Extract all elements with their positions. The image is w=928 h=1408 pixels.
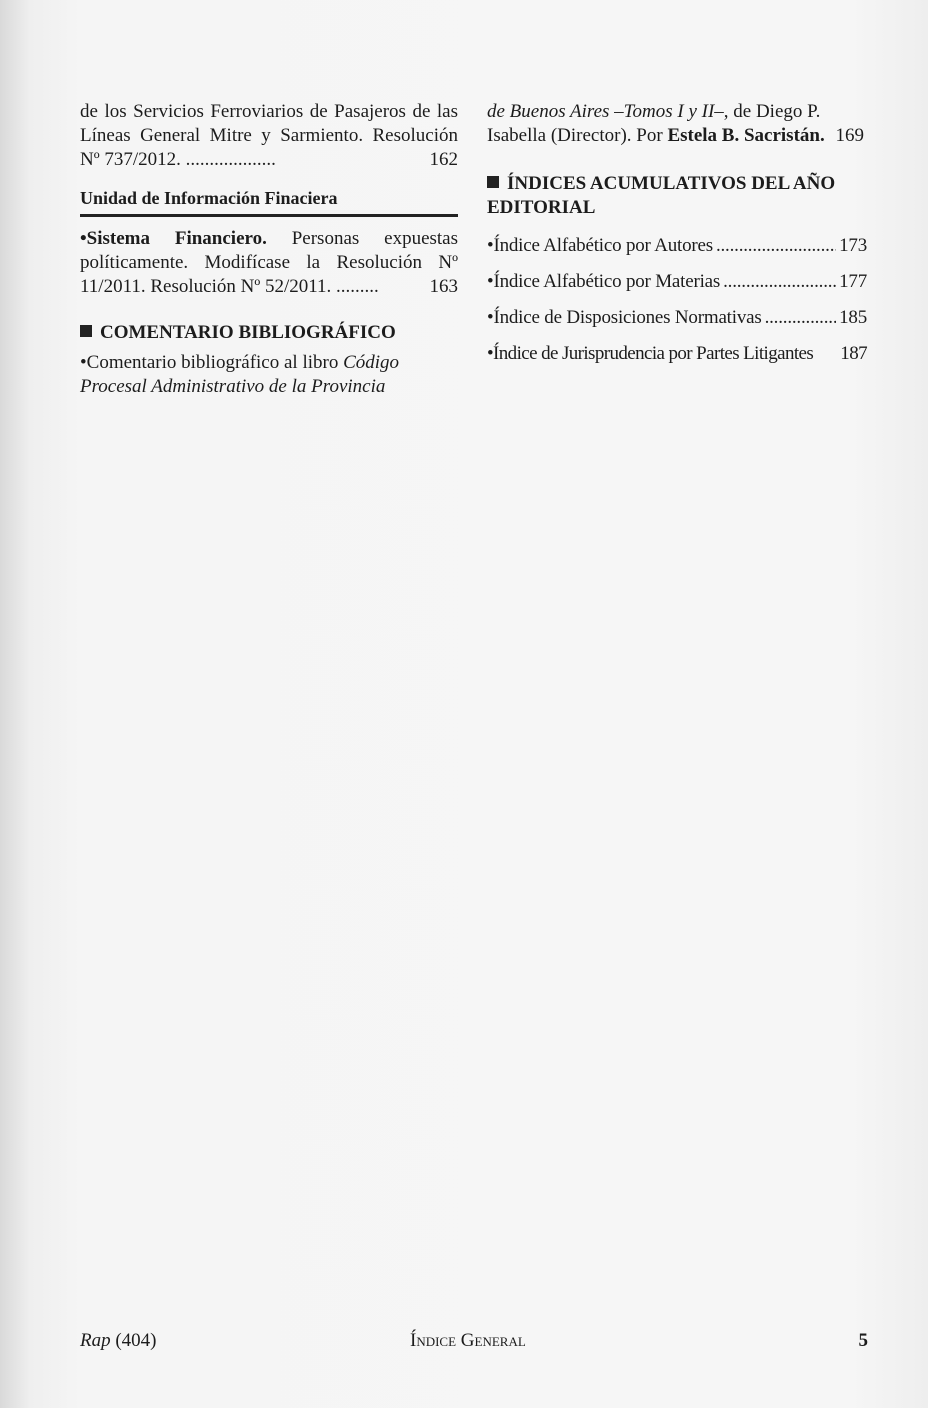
section-heading-text: COMENTARIO BIBLIOGRÁFICO <box>100 322 396 343</box>
square-bullet-icon <box>487 176 499 188</box>
page-footer <box>80 1330 868 1356</box>
toc-entry-text: de los Servicios Ferroviarios de Pasajeros de las Líneas General Mitre y Sarmiento. Resolución Nº 737/2012. <box>80 101 458 170</box>
index-page: 187 <box>840 343 867 364</box>
toc-entry-page: 162 <box>429 149 458 170</box>
toc-entry-sistema-financiero <box>80 227 458 299</box>
toc-entry-comentario <box>80 351 458 399</box>
toc-entry-bold: •Sistema Financiero. <box>80 228 267 249</box>
book-title-italic: de Buenos Aires –Tomos I y II– <box>487 101 724 122</box>
leader-dots <box>723 270 836 294</box>
section-heading-indices <box>487 172 867 220</box>
toc-entry-text: •Comentario bibliográfico al libro <box>80 352 339 373</box>
index-page: 177 <box>839 271 867 292</box>
section-heading-text: ÍNDICES ACUMULATIVOS DEL AÑO EDITORIAL <box>487 173 836 218</box>
journal-issue: (404) <box>115 1330 157 1351</box>
left-column <box>80 100 458 399</box>
section-heading-comentario <box>80 321 458 345</box>
leader-dots: ......... <box>336 276 379 297</box>
footer-section-title: Índice General <box>410 1330 526 1351</box>
leader-dots <box>716 234 836 258</box>
page-number: 5 <box>858 1330 868 1351</box>
index-label: •Índice Alfabético por Autores <box>487 235 713 256</box>
index-item <box>487 270 867 294</box>
subheading-uif: Unidad de Información Finaciera <box>80 186 458 217</box>
index-list <box>487 234 867 366</box>
author-name: Estela B. Sacristán. <box>667 125 825 146</box>
toc-entry-comentario-cont <box>487 100 867 148</box>
index-label: •Índice de Jurisprudencia por Partes Litigantes <box>487 343 814 364</box>
toc-entry-text: , de Diego P. Isabella (Director). Por <box>487 101 821 146</box>
toc-entry-ferroviarios <box>80 100 458 172</box>
toc-entry-text: Personas expuestas políticamente. Modifícase la Resolución Nº 11/2011. Resolución Nº 52/2011. <box>80 228 459 297</box>
index-page: 173 <box>839 235 867 256</box>
square-bullet-icon <box>80 325 92 337</box>
index-label: •Índice Alfabético por Materias <box>487 271 721 292</box>
right-column <box>487 100 867 366</box>
journal-name: Rap <box>80 1330 111 1351</box>
book-title-italic: Código Procesal Administrativo de la Provincia <box>80 352 400 397</box>
index-item <box>487 234 867 258</box>
index-item <box>487 342 867 366</box>
footer-journal <box>80 1330 157 1352</box>
index-page: 185 <box>839 307 867 328</box>
leader-dots: ................... <box>185 149 276 170</box>
index-label: •Índice de Disposiciones Normativas <box>487 307 762 328</box>
toc-entry-page: 163 <box>429 276 458 297</box>
toc-entry-page: 169 <box>835 125 864 146</box>
index-item <box>487 306 867 330</box>
leader-dots <box>765 306 837 330</box>
